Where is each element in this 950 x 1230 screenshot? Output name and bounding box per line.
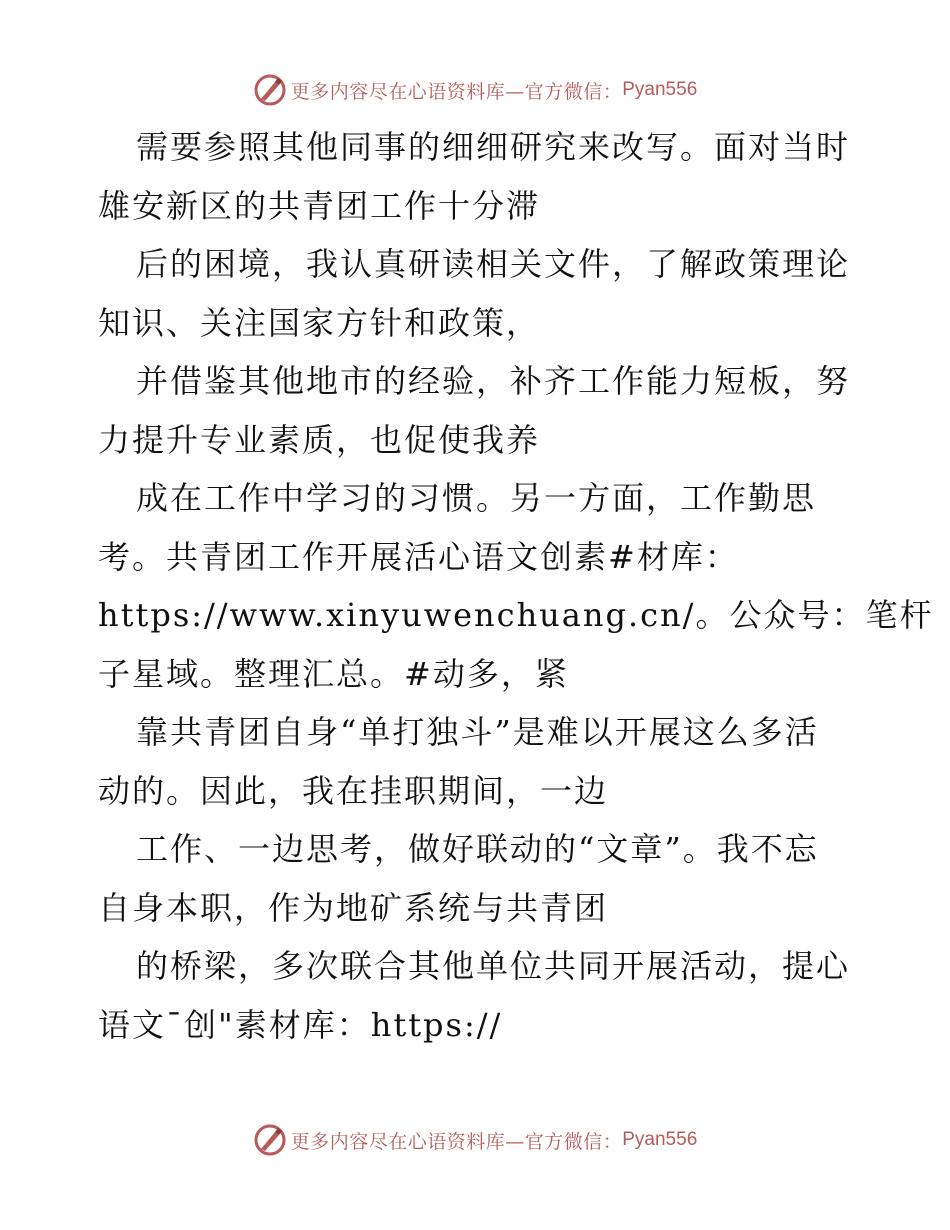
body-line: 靠共青团自身“单打独斗”是难以开展这么多活: [136, 713, 819, 751]
header-site-text: 更多内容尽在心语资料库—官方微信：: [290, 80, 623, 103]
body-line: 雄安新区的共青团工作十分滞: [98, 186, 541, 225]
body-line: 的桥梁，多次联合其他单位共同开展活动，提心: [136, 947, 851, 985]
body-line: 力提升专业素质，也促使我养: [98, 420, 541, 459]
footer-wechat-id: Pyan556: [622, 1129, 698, 1150]
body-line: 自身本职，作为地矿系统与共青团: [98, 888, 609, 927]
body-line: 知识、关注国家方针和政策，: [98, 303, 541, 342]
footer-site-text: 更多内容尽在心语资料库—官方微信：: [290, 1130, 623, 1153]
body-line: 语文¯创"素材库：https://: [98, 1005, 503, 1044]
body-line: 考。共青团工作开展活心语文创素#材库：: [98, 537, 739, 576]
body-line: 工作、一边思考，做好联动的“文章”。我不忘: [136, 830, 819, 868]
body-line: 需要参照其他同事的细细研究来改写。面对当时: [136, 128, 851, 166]
header-wechat-id: Pyan556: [622, 79, 698, 100]
header-banner: [0, 68, 950, 112]
body-line: 动的。因此，我在挂职期间，一边: [98, 771, 609, 810]
footer-banner: [0, 1118, 950, 1162]
body-line: 成在工作中学习的习惯。另一方面，工作勤思: [136, 479, 817, 517]
body-line: 并借鉴其他地市的经验，补齐工作能力短板，努: [136, 362, 851, 400]
pen-logo-icon: [253, 73, 287, 107]
body-line: https://www.xinyuwenchuang.cn/。公众号：笔杆: [98, 596, 934, 634]
body-line: 后的困境，我认真研读相关文件，了解政策理论: [136, 245, 851, 283]
document-body: [98, 118, 934, 1054]
body-line: 子星域。整理汇总。#动多，紧: [98, 654, 569, 693]
pen-logo-icon: [253, 1123, 287, 1157]
